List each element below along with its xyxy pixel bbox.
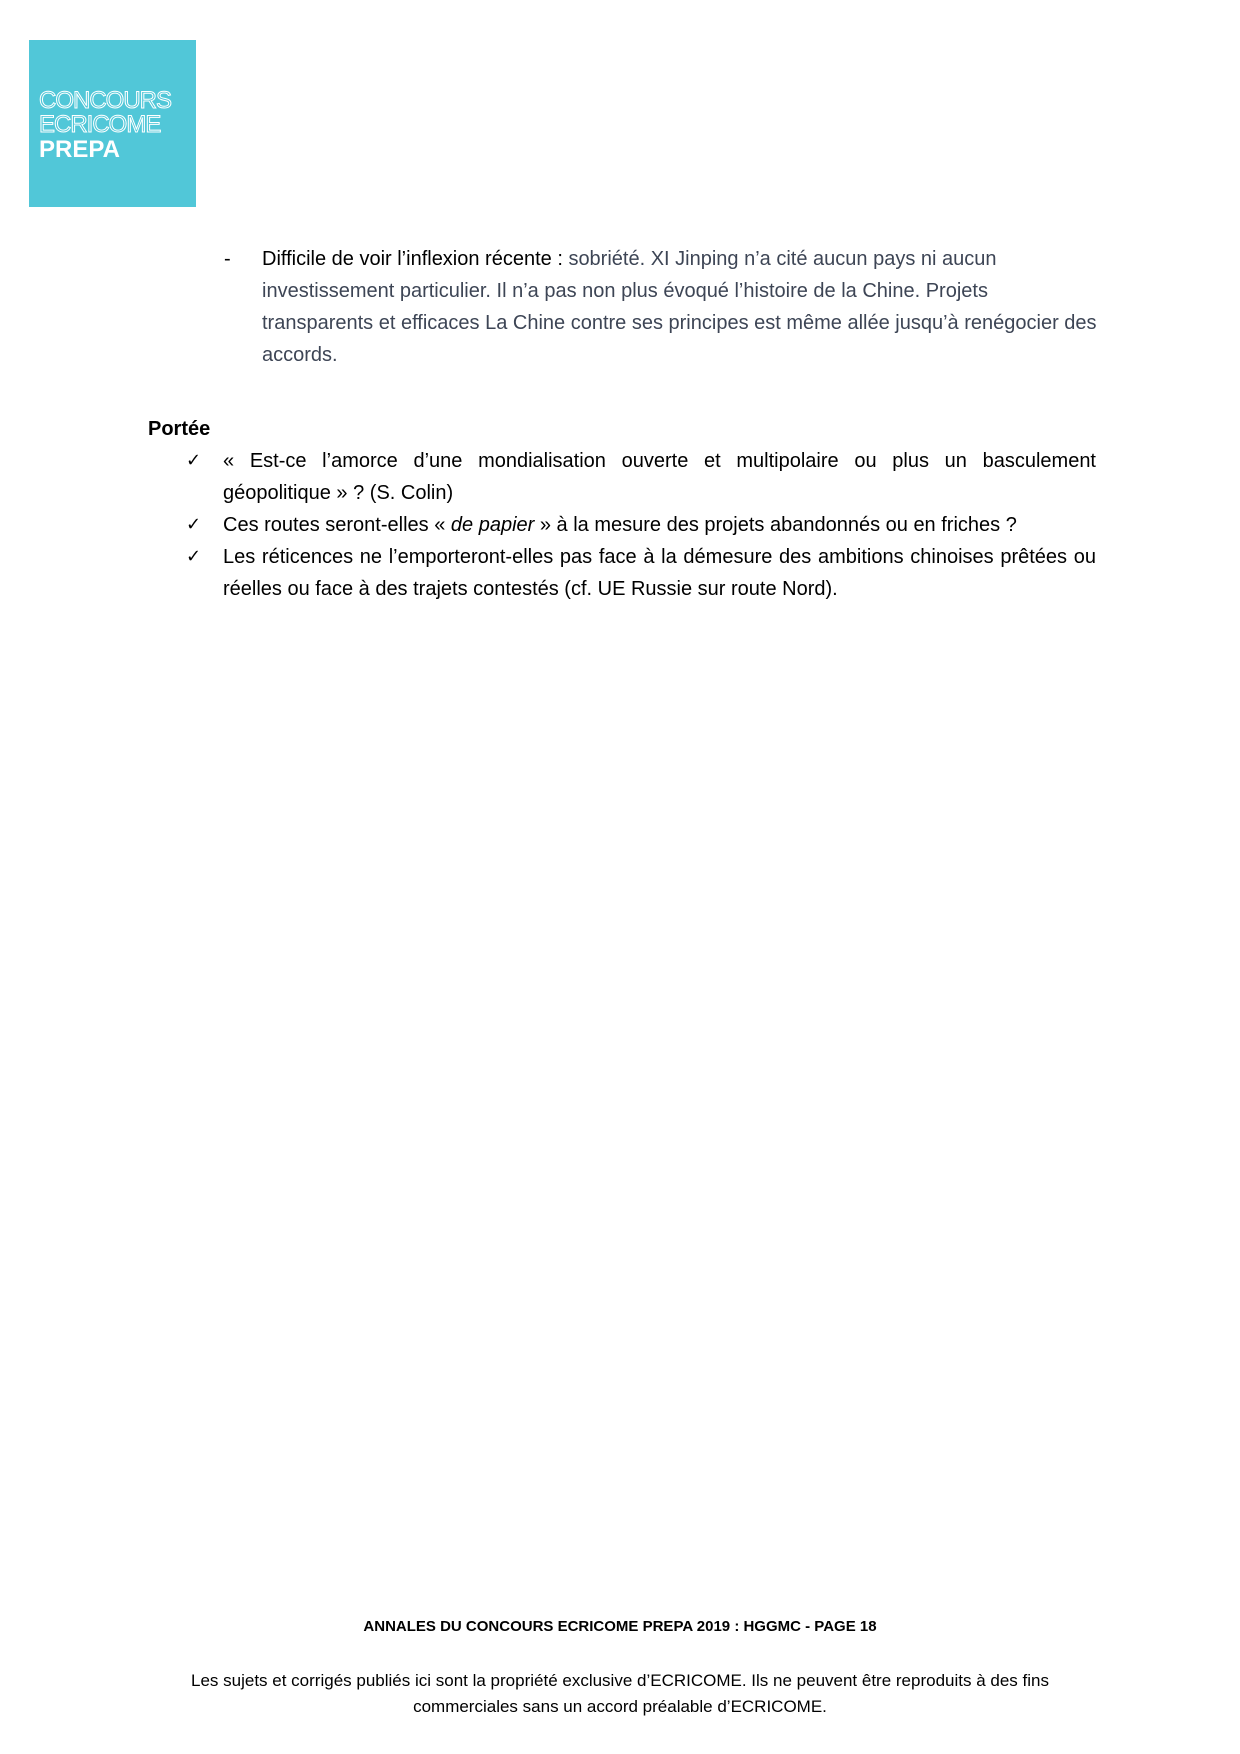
footer-title: ANNALES DU CONCOURS ECRICOME PREPA 2019 : HGGMC - PAGE 18: [363, 1618, 877, 1635]
dash-list-item: [224, 243, 1104, 371]
ecricome-logo: [29, 40, 196, 207]
checkmark-icon: ✓: [186, 514, 202, 535]
logo-line-concours: CONCOURS: [39, 87, 172, 114]
checklist-item: [186, 541, 1096, 605]
dash-item-text: [262, 243, 1104, 371]
dash-marker: -: [224, 248, 231, 270]
checklist-item-text-before: Ces routes seront-elles «: [223, 514, 451, 536]
checkmark-icon: ✓: [186, 546, 202, 567]
checklist-item-text-after: » à la mesure des projets abandonnés ou en friches ?: [534, 514, 1017, 536]
footer-copyright-note: Les sujets et corrigés publiés ici sont la propriété exclusive d’ECRICOME. Ils ne peuvent être reproduits à des fins commerciales sans un accord préalable d’ECRICOME.: [191, 1671, 1049, 1716]
checklist-item-text: [223, 509, 1096, 541]
portee-checklist: [186, 445, 1096, 605]
logo-line-prepa: PREPA: [39, 136, 120, 163]
logo-line-ecricome: ECRICOME: [39, 111, 161, 138]
checklist-item-text: « Est-ce l’amorce d’une mondialisation ouverte et multipolaire ou plus un basculement géopolitique » ? (S. Colin): [223, 450, 1096, 504]
checklist-item-text-italic: de papier: [450, 514, 535, 536]
dash-item-lead: Difficile de voir l’inflexion récente :: [262, 248, 569, 270]
checklist-item: [186, 445, 1096, 509]
section-title-portee: Portée: [148, 418, 211, 440]
checklist-item: [186, 509, 1096, 541]
checkmark-icon: ✓: [186, 450, 202, 471]
dash-item-rest: sobriété. XI Jinping n’a cité aucun pays ni aucun investissement particulier. Il n’a pas non plus évoqué l’histoire de la Chine. Projets transparents et efficaces La Chine contre ses principes est même allée jusqu’à renégocier des accords.: [262, 248, 1097, 366]
checklist-item-text: Les réticences ne l’emporteront-elles pas face à la démesure des ambitions chinoises prêtées ou réelles ou face à des trajets contestés (cf. UE Russie sur route Nord).: [223, 546, 1096, 600]
